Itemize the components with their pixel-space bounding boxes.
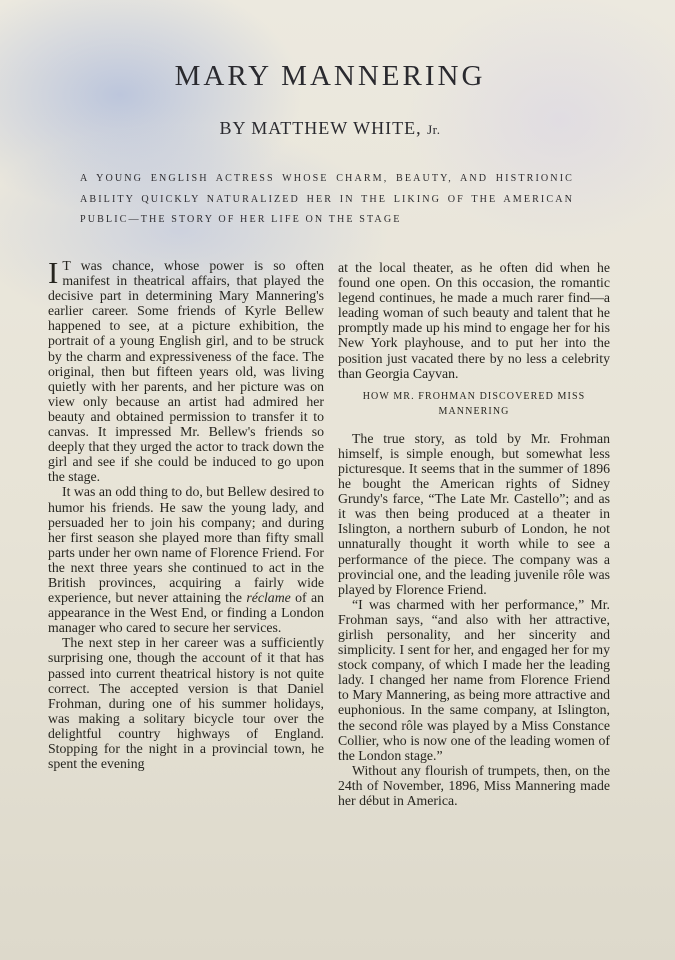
paragraph: The true story, as told by Mr. Frohman himself, is simple enough, but somewhat less picturesque. It seems that in the summer of 1896 he bought the American rights of Sidney Grundy's farce, “The Late Mr. Castello”; and as it was then being produced at a theater in Islington, a northern suburb of London, he not unnaturally thought it worth while to see a performance of the piece. The company was a provincial one, and the leading juvenile rôle was played by Florence Friend.: [338, 430, 610, 597]
byline-author: BY MATTHEW WHITE,: [219, 118, 422, 138]
italic-term: réclame: [246, 590, 291, 606]
paragraph: “I was charmed with her performance,” Mr. Frohman says, “and also with her attractive, girlish personality, and her sincerity and simplicity. I sent for her, and engaged her for my stock company, of which I made her the leading lady. I changed her name from Florence Friend to Mary Mannering, as being more attractive and euphonious. In the same company, at Islington, the second rôle was played by a Miss Constance Collier, who is now one of the leading women of the London stage.”: [338, 596, 610, 763]
byline: [0, 118, 660, 139]
paragraph: The next step in her career was a sufficiently surprising one, though the account of it that has passed into current theatrical history is not quite correct. The accepted version is that Daniel Frohman, during one of his summer holidays, was making a solitary bicycle tour over the delightful country highways of England. Stopping for the night in a provincial town, he spent the evening: [48, 635, 324, 772]
right-column: [338, 260, 610, 808]
paragraph: Without any flourish of trumpets, then, on the 24th of November, 1896, Miss Mannering made her début in America.: [338, 762, 610, 808]
paragraph-text: of an appearance in the West End, or finding a London manager who cared to secure her services.: [48, 590, 324, 636]
paragraph: at the local theater, as he often did when he found one open. On this occasion, the romantic legend continues, he made a much rarer find—a leading woman of such beauty and talent that he promptly made up his mind to engage her for his New York playhouse, and to put her into the position just vacated there by no less a celebrity than Georgia Cayvan.: [338, 260, 610, 381]
drop-cap: I: [48, 255, 59, 290]
paragraph: [48, 484, 324, 635]
paragraph-text: It was an odd thing to do, but Bellew desired to humor his friends. He saw the young lady, and persuaded her to join his company; and during her first season she played more than fifty small parts under her own name of Florence Friend. For the next three years she continued to act in the British provinces, acquiring a fairly wide experience, but never attaining the: [48, 484, 324, 606]
paragraph-text: T was chance, whose power is so often manifest in theatrical affairs, that played the decisive part in determining Mary Mannering's earlier career. Some friends of Kyrle Bellew happened to see, at a picture exhibition, the portrait of a young English girl, and to be struck by the charm and expressiveness of the face. The original, then but fifteen years old, was living quietly with her parents, and her picture was on view only because an artist had admired her beauty and obtained permission to transfer it to canvas. It impressed Mr. Bellew's friends so deeply that they urged the actor to track down the girl and see if she could be induced to go upon the stage.: [48, 258, 324, 485]
article-title: MARY MANNERING: [174, 60, 486, 92]
byline-suffix: Jr.: [427, 122, 441, 137]
article-deck: A YOUNG ENGLISH ACTRESS WHOSE CHARM, BEAUTY, AND HISTRIONIC ABILITY QUICKLY NATURALIZED HER IN THE LIKING OF THE AMERICAN PUBLIC—THE STORY OF HER LIFE ON THE STAGE: [80, 173, 574, 225]
paragraph: [48, 255, 324, 485]
section-subhead: HOW MR. FROHMAN DISCOVERED MISS MANNERING: [362, 390, 586, 417]
left-column: [48, 255, 324, 772]
